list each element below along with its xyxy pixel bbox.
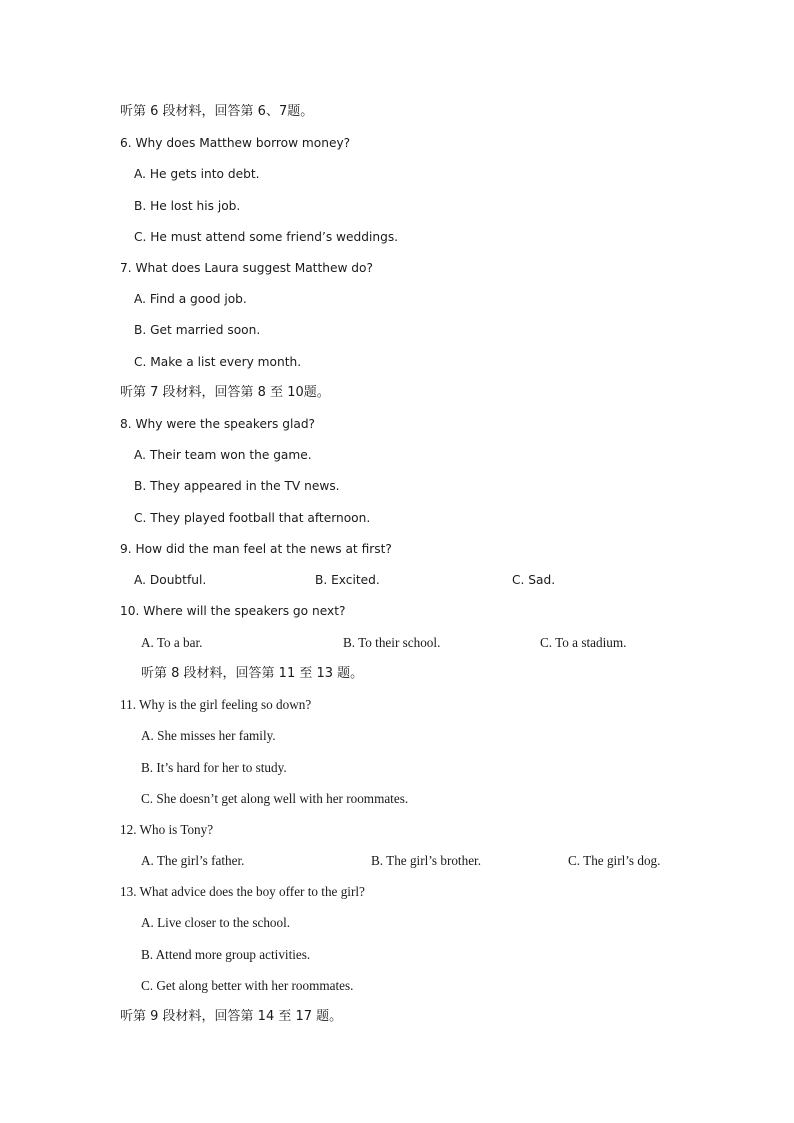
question-10-option-a: A. To a bar. (141, 635, 203, 650)
question-11-stem: 11. Why is the girl feeling so down? (120, 697, 312, 712)
question-11-option-b: B. It’s hard for her to study. (141, 760, 287, 775)
question-9-option-c: C. Sad. (512, 573, 556, 587)
question-6-option-a: A. He gets into debt. (134, 167, 260, 181)
section-6-heading: 听第 6 段材料，回答第 6、7题。 (120, 104, 314, 119)
question-13-option-a: A. Live closer to the school. (141, 915, 291, 930)
question-9-option-a: A. Doubtful. (134, 573, 207, 587)
section-7-heading: 听第 7 段材料，回答第 8 至 10题。 (120, 385, 330, 400)
question-7-stem: 7. What does Laura suggest Matthew do? (120, 261, 373, 275)
question-8-option-c: C. They played football that afternoon. (134, 511, 371, 525)
question-11-option-a: A. She misses her family. (141, 728, 276, 743)
question-8-option-b: B. They appeared in the TV news. (134, 479, 340, 493)
section-8-heading: 听第 8 段材料，回答第 11 至 13 题。 (141, 666, 364, 681)
question-13-option-b: B. Attend more group activities. (141, 947, 311, 962)
question-8-stem: 8. Why were the speakers glad? (120, 417, 316, 431)
question-6-stem: 6. Why does Matthew borrow money? (120, 136, 351, 150)
question-12-option-b: B. The girl’s brother. (371, 853, 482, 868)
question-9-stem: 9. How did the man feel at the news at first? (120, 542, 392, 556)
section-9-heading: 听第 9 段材料，回答第 14 至 17 题。 (120, 1009, 343, 1024)
question-12-option-c: C. The girl’s dog. (568, 853, 661, 868)
question-13-stem: 13. What advice does the boy offer to the girl? (120, 884, 365, 899)
question-10-option-c: C. To a stadium. (540, 635, 627, 650)
question-9-option-b: B. Excited. (315, 573, 380, 587)
question-12-stem: 12. Who is Tony? (120, 822, 214, 837)
question-10-option-b: B. To their school. (343, 635, 441, 650)
question-12-option-a: A. The girl’s father. (141, 853, 245, 868)
question-6-option-c: C. He must attend some friend’s weddings. (134, 230, 399, 244)
question-10-stem: 10. Where will the speakers go next? (120, 604, 346, 618)
question-13-option-c: C. Get along better with her roommates. (141, 978, 354, 993)
question-8-option-a: A. Their team won the game. (134, 448, 312, 462)
question-7-option-b: B. Get married soon. (134, 323, 261, 337)
question-7-option-c: C. Make a list every month. (134, 355, 302, 369)
question-6-option-b: B. He lost his job. (134, 199, 241, 213)
question-7-option-a: A. Find a good job. (134, 292, 247, 306)
question-11-option-c: C. She doesn’t get along well with her roommates. (141, 791, 409, 806)
